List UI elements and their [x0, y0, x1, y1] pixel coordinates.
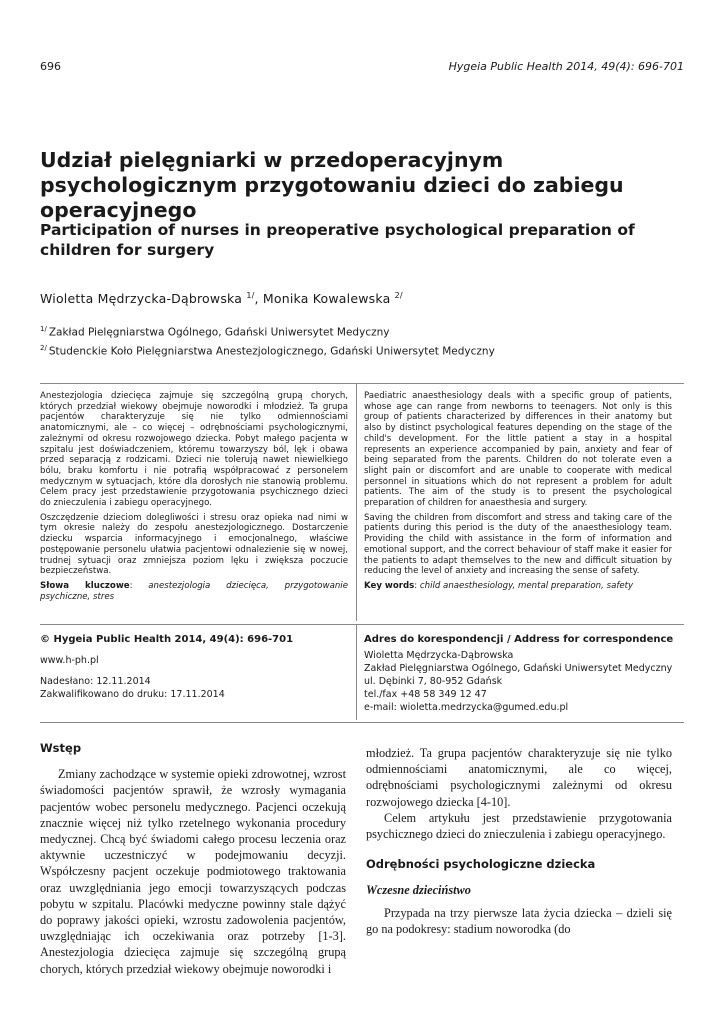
body-top-rule: [40, 722, 684, 723]
author-list: [40, 291, 403, 306]
body-paragraph: Przypada na trzy pierwsze lata życia dziecka – dzieli się go na podokresy: stadium noworodka (do: [366, 905, 672, 936]
correspondence-block: [364, 633, 684, 714]
abstract-en: [364, 391, 672, 596]
author-name: Monika Kowalewska: [262, 291, 391, 307]
affiliation-list: [40, 322, 495, 359]
keywords-text: child anaesthesiology, mental preparation, safety: [419, 580, 634, 591]
keywords-text: anestezjologia dziecięca, przygotowanie psychiczne, stres: [40, 580, 348, 602]
abstract-en-paragraph: Saving the children from discomfort and stress and taking care of the patients during this period is the duty of the anaesthesiology team. Providing the child with assistance in the form of information and emotional support, and the correct behaviour of staff make it easier for the patients to adapt themselves to the new and difficult situation by reducing the level of anxiety and increasing the sense of safety.: [364, 512, 672, 577]
affiliation-text: Studenckie Koło Pielęgniarstwa Anestezjologicznego, Gdański Uniwersytet Medyczny: [48, 345, 495, 357]
website-link[interactable]: www.h-ph.pl: [40, 655, 99, 666]
correspondence-address: ul. Dębinki 7, 80-952 Gdańsk: [364, 676, 503, 687]
keywords-pl: Słowa kluczowe: anestezjologia dziecięca, przygotowanie psychiczne, stres: [40, 580, 348, 602]
abstract-top-rule: [40, 383, 684, 384]
affiliation-text: Zakład Pielęgniarstwa Ogólnego, Gdański Uniwersytet Medyczny: [48, 326, 390, 339]
keywords-label: Słowa kluczowe: [40, 580, 130, 591]
author-name: Wioletta Mędrzycka-Dąbrowska: [40, 291, 243, 307]
body-column-right: [366, 745, 672, 937]
correspondence-email[interactable]: e-mail: wioletta.medrzycka@gumed.edu.pl: [364, 702, 569, 713]
correspondence-title: Adres do korespondencji / Address for correspondence: [364, 634, 674, 645]
accepted-date: Zakwalifikowano do druku: 17.11.2014: [40, 689, 225, 700]
author-affiliation-mark: 2/: [394, 291, 403, 300]
keywords-en: Key words: child anaesthesiology, mental preparation, safety: [364, 580, 634, 591]
body-paragraph: Celem artykułu jest przedstawienie przygotowania psychicznego dzieci do znieczulenia i zabiegu operacyjnego.: [366, 810, 672, 842]
correspondence-institution: Zakład Pielęgniarstwa Ogólnego, Gdański Uniwersytet Medyczny: [364, 663, 673, 674]
correspondence-phone: tel./fax +48 58 349 12 47: [364, 689, 487, 700]
author-affiliation-mark: 1/: [246, 291, 255, 300]
body-column-left: [40, 740, 346, 977]
affiliation-item: [40, 341, 495, 360]
section-heading-psychology: Odrębności psychologiczne dziecka: [366, 857, 596, 872]
article-title-pl: Udział pielęgniarki w przedoperacyjnym psychologicznym przygotowaniu dzieci do zabiegu operacyjnego: [40, 148, 624, 222]
abstract-en-paragraph: Paediatric anaesthesiology deals with a specific group of patients, whose age can range from newborns to teenagers. Not only is this group of patients characterized by differences in their anatomy but also by distinct psychological features depending on the stage of the child's development. For the little patient a stay in a hospital represents an experience accompanied by pain, anxiety and fear of being separated from the parents. Children do not tolerate even a slight pain or discomfort and are unable to cooperate with medical personnel in situations which do not represent a problem for adult patients. The aim of the study is to present the psychological preparation of children for anaesthesia and surgery.: [364, 391, 672, 509]
spacer: [366, 842, 672, 856]
page-number: 696: [40, 60, 61, 73]
abstract-pl: [40, 391, 348, 606]
affiliation-mark: 2/: [40, 343, 47, 352]
info-top-rule: [40, 624, 684, 625]
abstract-column-divider: [356, 383, 357, 621]
abstract-pl-paragraph: Oszczędzenie dzieciom dolegliwości i stresu oraz opieka nad nimi w tym okresie należy do zespołu anestezjologicznego. Dostarczenie dziecku wsparcia informacyjnego i emocjonalnego, właściwe postępowanie personelu ułatwia pacjentowi odnalezienie się w nowej, trudnej sytuacji oraz zmniejsza poziom lęku i zwiększa poczucie bezpieczeństwa.: [40, 512, 348, 577]
copyright-notice: © Hygeia Public Health 2014, 49(4): 696-701: [40, 634, 294, 645]
article-title-en: Participation of nurses in preoperative psychological preparation of children for surgery: [40, 221, 635, 259]
info-column-divider: [356, 624, 357, 720]
affiliation-item: [40, 322, 495, 341]
body-paragraph: Zmiany zachodzące w systemie opieki zdrowotnej, wzrost świadomości pacjentów sprawił, że wzrosły wymagania pacjentów wobec personelu medycznego. Pacjenci oczekują znacznie więcej niż tylko rzetelnego wykonania procedury medycznej. Chcą być świadomi całego procesu leczenia oraz aktywnie uczestniczyć w podejmowaniu decyzji. Współczesny pacjent oczekuje podmiotowego traktowania oraz uwzględniania jego emocji towarzyszących podczas pobytu w szpitalu. Placówki medyczne powinny stale dążyć do poprawy jakości opieki, wzrostu zadowolenia pacjentów, uwzględniając ich oczekiwania oraz potrzeby [1-3]. Anestezjologia dziecięca zajmuje się szczególną grupą chorych, których przedział wiekowy obejmuje noworodki i: [40, 767, 346, 976]
keywords-label: Key words: [364, 580, 415, 591]
correspondence-name: Wioletta Mędrzycka-Dąbrowska: [364, 650, 514, 661]
author-separator: ,: [254, 291, 263, 307]
section-heading-intro: Wstęp: [40, 741, 82, 755]
publication-info: [40, 633, 348, 701]
received-date: Nadesłano: 12.11.2014: [40, 676, 151, 687]
abstract-pl-paragraph: Anestezjologia dziecięca zajmuje się szczególną grupą chorych, których przedział wiekowy obejmuje noworodki i młodzież. Ta grupa pacjentów charakteryzuje się nie tylko odmiennościami anatomicznymi, ale – co więcej – odrębnościami psychologicznymi, zależnymi od okresu rozwojowego dziecka. Pobyt małego pacjenta w szpitalu jest doświadczeniem, któremu towarzyszy ból, lęk i obawa przed separacją z rodzicami. Dzieci nie tolerują nawet niewielkiego bólu, braku komfortu i nie potrafią współpracować z personelem medycznym w sytuacjach, które dla dorosłych nie stanowią problemu. Celem pracy jest przedstawienie przygotowania psychicznego dzieci do znieczulenia i zabiegu operacyjnego.: [40, 391, 348, 509]
subsection-heading-early-childhood: Wczesne dzieciństwo: [366, 883, 471, 898]
body-paragraph-continued: młodzież. Ta grupa pacjentów charakteryzuje się nie tylko odmiennościami anatomicznymi, ale co więcej, odrębnościami psychologicznymi zależnymi od okresu rozwojowego dziecka [4-10].: [366, 746, 672, 809]
affiliation-mark: 1/: [40, 325, 47, 333]
journal-citation: Hygeia Public Health 2014, 49(4): 696-701: [448, 60, 684, 73]
